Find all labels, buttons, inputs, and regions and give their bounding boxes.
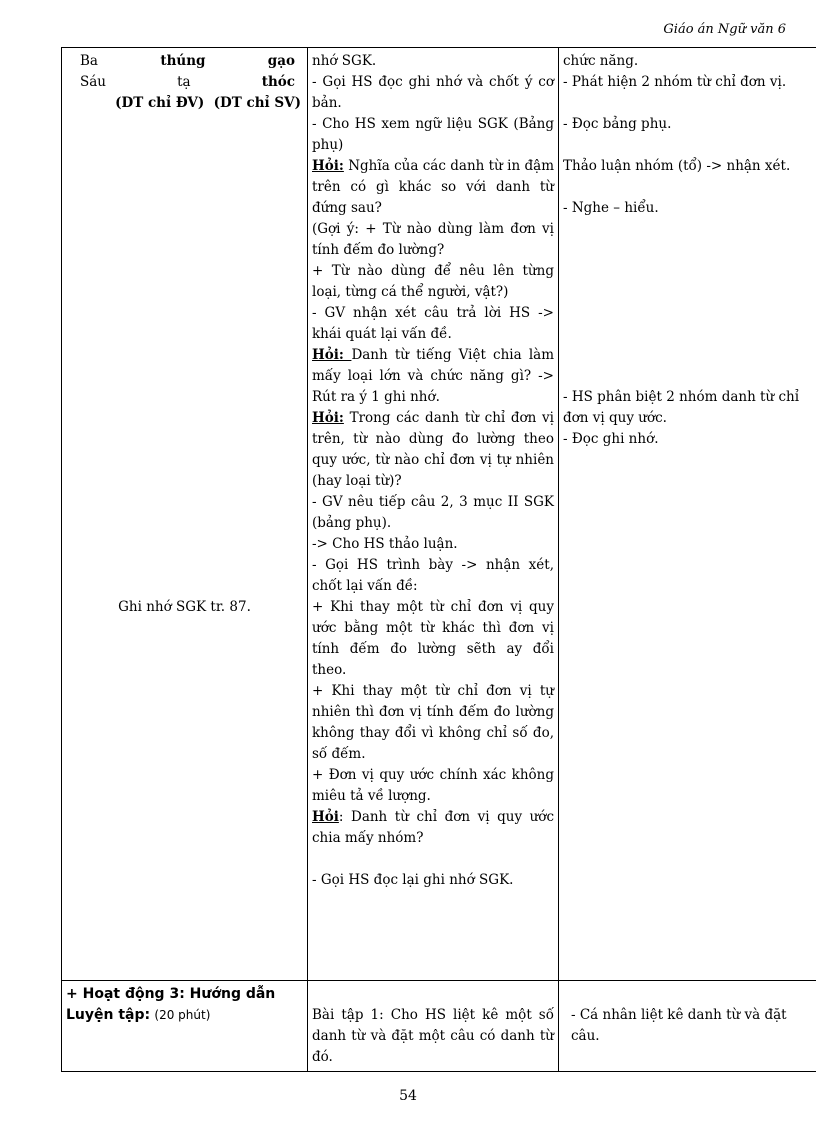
teacher-step: - Gọi HS đọc ghi nhớ và chốt ý cơ bản. — [312, 74, 554, 111]
example-line-2: Sáu tạ thóc — [80, 74, 295, 90]
question-label: Hỏi: — [312, 158, 344, 174]
lesson-table — [61, 47, 816, 1072]
table-row — [62, 981, 816, 1072]
teacher-step: + Khi thay một từ chỉ đơn vị tự nhiên thì đơn vị tính đếm đo lường không thay đổi vì không chỉ số đo, số đếm. — [312, 683, 554, 762]
content-cell — [62, 48, 308, 981]
question-label: Hỏi: — [312, 347, 352, 363]
table-row — [62, 48, 816, 981]
exercise-teacher-cell: Bài tập 1: Cho HS liệt kê một số danh từ và đặt một câu có danh từ đó. — [308, 981, 559, 1072]
teacher-step: - GV nhận xét câu trả lời HS -> khái quát lại vấn đề. — [312, 305, 554, 342]
page-header: Giáo án Ngữ văn 6 — [663, 22, 786, 37]
teacher-step: - Gọi HS đọc lại ghi nhớ SGK. — [312, 872, 514, 888]
question-label: Hỏi: — [312, 410, 344, 426]
example-line-1: Ba thúng gạo — [80, 53, 295, 69]
question-label: Hỏi — [312, 809, 339, 825]
teacher-cell — [308, 48, 559, 981]
teacher-step: Hỏi: Nghĩa của các danh từ in đậm trên có gì khác so với danh từ đứng sau? — [312, 158, 554, 216]
teacher-step: - GV nêu tiếp câu 2, 3 mục II SGK (bảng phụ). — [312, 494, 554, 531]
teacher-step: + Khi thay một từ chỉ đơn vị quy ước bằng một từ khác thì đơn vị tính đếm đo lường sẽth ay đổi theo. — [312, 599, 554, 678]
exercise-student-cell: - Cá nhân liệt kê danh từ và đặt câu. — [559, 981, 816, 1072]
ghi-nho-note: Ghi nhớ SGK tr. 87. — [118, 599, 251, 615]
teacher-step: -> Cho HS thảo luận. — [312, 536, 458, 552]
teacher-step: (Gợi ý: + Từ nào dùng làm đơn vị tính đếm đo lường? — [312, 221, 554, 258]
activity-cell: + Hoạt động 3: Hướng dẫn Luyện tập: (20 phút) — [62, 981, 308, 1072]
teacher-step: Hỏi: Danh từ tiếng Việt chia làm mấy loại lớn và chức năng gì? -> Rút ra ý 1 ghi nhớ. — [312, 347, 554, 405]
page-number: 54 — [399, 1088, 417, 1104]
teacher-step: Hỏi: Danh từ chỉ đơn vị quy ước chia mấy nhóm? — [312, 809, 554, 846]
teacher-step: + Đơn vị quy ước chính xác không miêu tả về lượng. — [312, 767, 554, 804]
example-labels: (DT chỉ ĐV) (DT chỉ SV) — [115, 95, 301, 111]
teacher-step: Hỏi: Trong các danh từ chỉ đơn vị trên, từ nào dùng đo lường theo quy ước, từ nào chỉ đơn vị tự nhiên (hay loại từ)? — [312, 410, 554, 489]
teacher-step: nhớ SGK. — [312, 53, 377, 69]
teacher-step: - Cho HS xem ngữ liệu SGK (Bảng phụ) — [312, 116, 554, 153]
student-cell: chức năng. - Phát hiện 2 nhóm từ chỉ đơn vị. - Đọc bảng phụ. Thảo luận nhóm (tổ) -> nhận xét. - Nghe – hiểu. - HS phân biệt 2 nhóm danh từ chỉ đơn vị quy ước. - Đọc ghi nhớ. — [559, 48, 816, 981]
teacher-step: - Gọi HS trình bày -> nhận xét, chốt lại vấn đề: — [312, 557, 554, 594]
teacher-step: + Từ nào dùng để nêu lên từng loại, từng cá thể người, vật?) — [312, 263, 554, 300]
